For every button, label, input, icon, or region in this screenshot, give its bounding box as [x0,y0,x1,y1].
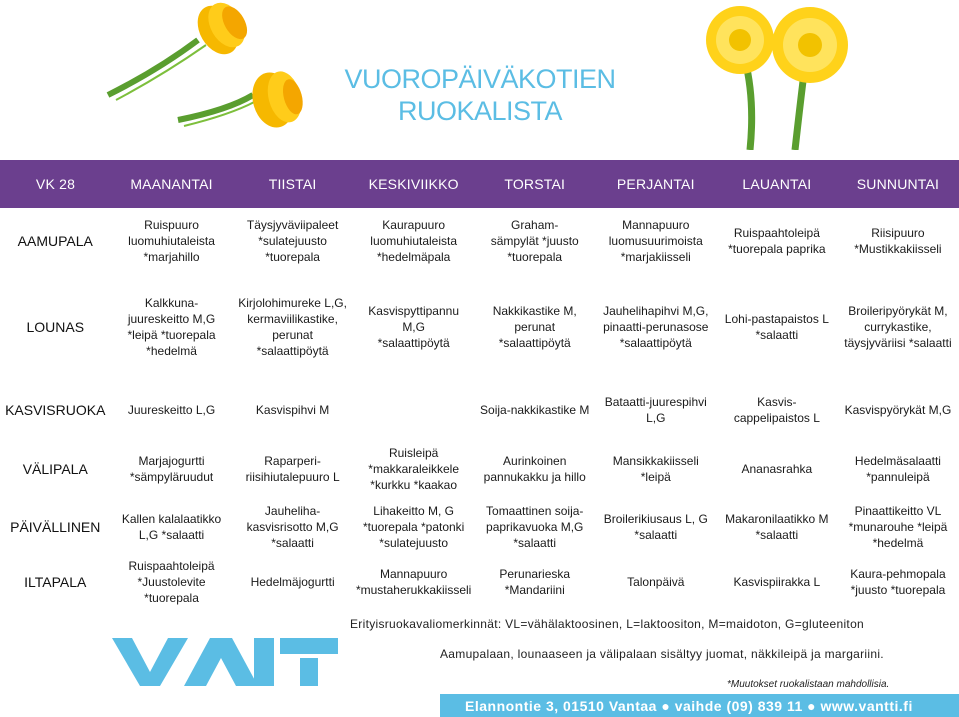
menu-cell: Mannapuuro luomusuurimoista *marjakiisseli [595,208,716,274]
page-title-line2: RUOKALISTA [397,96,563,126]
flower-right-right [772,7,848,150]
menu-cell: Hedelmäsalaatti *pannuleipä [837,440,958,498]
page-title-line1: VUOROPÄIVÄKOTIEN [344,64,616,94]
week-number: VK 28 [0,160,111,208]
menu-cell: Ruispaahtoleipä *tuorepala paprika [716,208,837,274]
weekly-menu-table [0,160,959,608]
menu-cell: Ananasrahka [716,440,837,498]
menu-cell: Lohi-pastapaistos L *salaatti [716,274,837,380]
menu-cell: Riisipuuro *Mustikkakiisseli [837,208,958,274]
menu-cell: Mansikkakiisseli *leipä [595,440,716,498]
menu-cell [353,380,474,440]
menu-cell: Kasvis- cappelipaistos L [716,380,837,440]
menu-cell: Pinaattikeitto VL *munarouhe *leipä *hedelmä [837,498,958,556]
flower-left-top [108,0,255,100]
menu-cell: Broileripyörykät M, currykastike, täysjyväriisi *salaatti [837,274,958,380]
meal-label: AAMUPALA [0,208,111,274]
menu-cell: Kirjolohimureke L,G, kermaviilikastike, perunat *salaattipöytä [232,274,353,380]
menu-cell: Nakkikastike M, perunat *salaattipöytä [474,274,595,380]
meal-row-lounas [0,274,959,380]
meal-label: PÄIVÄLLINEN [0,498,111,556]
menu-cell: Hedelmäjogurtti [232,556,353,608]
day-header-monday: MAANANTAI [111,160,232,208]
day-header-saturday: LAUANTAI [716,160,837,208]
coltsfoot-flowers-right-illustration [700,0,959,150]
menu-header-row [0,160,959,208]
menu-cell: Tomaattinen soija- paprikavuoka M,G *salaatti [474,498,595,556]
diet-legend: Erityisruokavaliomerkinnät: VL=vähälaktoosinen, L=laktoositon, M=maidoton, G=gluteeniton [350,617,865,631]
menu-cell: Soija-nakkikastike M [474,380,595,440]
vantti-logo [110,620,340,690]
day-header-thursday: TORSTAI [474,160,595,208]
menu-cell: Aurinkoinen pannukakku ja hillo [474,440,595,498]
flower-right-left [706,6,774,150]
meal-row-iltapala [0,556,959,608]
menu-cell: Talonpäivä [595,556,716,608]
menu-cell: Graham- sämpylät *juusto *tuorepala [474,208,595,274]
menu-cell: Raparperi- riisihiutalepuuro L [232,440,353,498]
menu-cell: Kasvispihvi M [232,380,353,440]
menu-cell: Juureskeitto L,G [111,380,232,440]
meal-row-aamupala [0,208,959,274]
meal-label: ILTAPALA [0,556,111,608]
menu-cell: Marjajogurtti *sämpyläruudut [111,440,232,498]
meal-label: KASVISRUOKA [0,380,111,440]
menu-cell: Ruisleipä *makkaraleikkele *kurkku *kaakao [353,440,474,498]
day-header-friday: PERJANTAI [595,160,716,208]
menu-cell: Lihakeitto M, G *tuorepala *patonki *sulatejuusto [353,498,474,556]
menu-cell: Kasvispiirakka L [716,556,837,608]
menu-cell: Kasvispyörykät M,G [837,380,958,440]
meal-row-kasvisruoka [0,380,959,440]
day-header-wednesday: KESKIVIIKKO [353,160,474,208]
menu-cell: Ruispaahtoleipä *Juustolevite *tuorepala [111,556,232,608]
menu-cell: Jauhelihapihvi M,G, pinaatti-perunasose *salaattipöytä [595,274,716,380]
coltsfoot-flowers-left-illustration [88,0,328,150]
menu-cell: Jauheliha- kasvisrisotto M,G *salaatti [232,498,353,556]
included-note: Aamupalaan, lounaaseen ja välipalaan sisältyy juomat, näkkileipä ja margariini. [440,647,884,661]
day-header-sunday: SUNNUNTAI [837,160,958,208]
menu-cell: Perunarieska *Mandariini [474,556,595,608]
menu-cell: Kaura-pehmopala *juusto *tuorepala [837,556,958,608]
meal-label: LOUNAS [0,274,111,380]
menu-cell: Makaronilaatikko M *salaatti [716,498,837,556]
flower-left-bottom [178,65,308,132]
menu-cell: Bataatti-juurespihvi L,G [595,380,716,440]
menu-cell: Ruispuuro luomuhiutaleista *marjahillo [111,208,232,274]
footer-contact: Elannontie 3, 01510 Vantaa ● vaihde (09) 839 11 ● www.vantti.fi [465,698,913,714]
meal-row-paivallinen [0,498,959,556]
menu-cell: Broilerikiusaus L, G *salaatti [595,498,716,556]
meal-label: VÄLIPALA [0,440,111,498]
changes-note: *Muutokset ruokalistaan mahdollisia. [727,679,890,690]
menu-cell: Mannapuuro *mustaherukkakiisseli [353,556,474,608]
day-header-tuesday: TIISTAI [232,160,353,208]
menu-cell: Kalkkuna- juureskeitto M,G *leipä *tuorepala *hedelmä [111,274,232,380]
meal-row-valipala [0,440,959,498]
menu-cell: Täysjyväviipaleet *sulatejuusto *tuorepala [232,208,353,274]
menu-cell: Kasvispyttipannu M,G *salaattipöytä [353,274,474,380]
menu-cell: Kaurapuuro luomuhiutaleista *hedelmäpala [353,208,474,274]
menu-cell: Kallen kalalaatikko L,G *salaatti [111,498,232,556]
